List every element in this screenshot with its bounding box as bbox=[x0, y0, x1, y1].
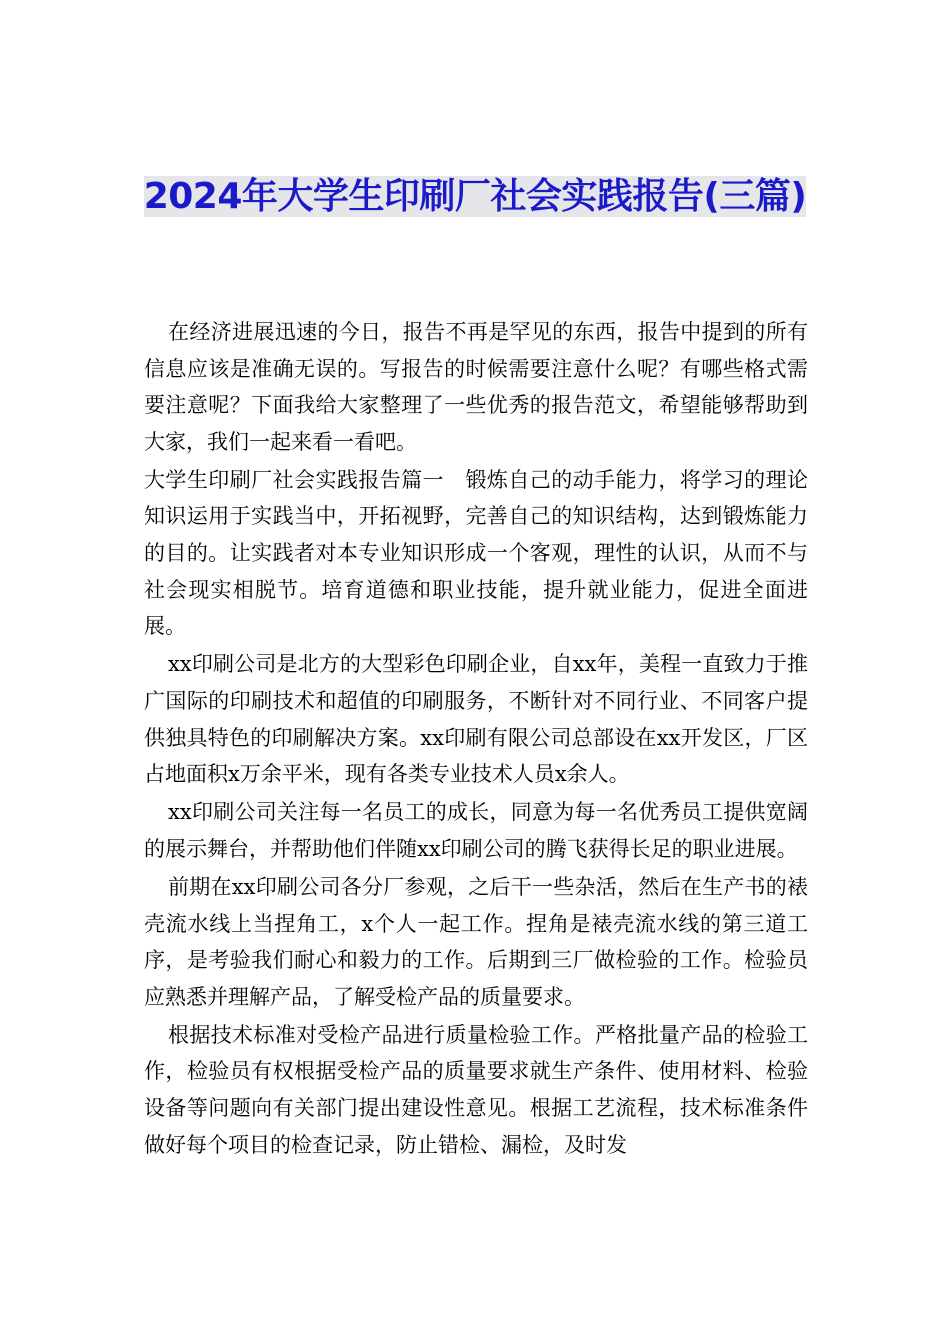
document-title: 2024年大学生印刷厂社会实践报告(三篇) bbox=[143, 176, 807, 217]
paragraph: xx印刷公司关注每一名员工的成长，同意为每一名优秀员工提供宽阔的展示舞台，并帮助他们伴随xx印刷公司的腾飞获得长足的职业进展。 bbox=[144, 800, 808, 861]
title-block bbox=[140, 172, 810, 222]
paragraph: 前期在xx印刷公司各分厂参观，之后干一些杂活，然后在生产书的裱壳流水线上当捏角工，x个人一起工作。捏角是裱壳流水线的第三道工序，是考验我们耐心和毅力的工作。后期到三厂做检验的工作。检验员应熟悉并理解产品，了解受检产品的质量要求。 bbox=[144, 874, 808, 1009]
document-body bbox=[144, 314, 808, 1165]
paragraph: 根据技术标准对受检产品进行质量检验工作。严格批量产品的检验工作，检验员有权根据受检产品的质量要求就生产条件、使用材料、检验设备等问题向有关部门提出建设性意见。根据工艺流程，技术标准条件做好每个项目的检查记录，防止错检、漏检，及时发 bbox=[144, 1022, 808, 1157]
paragraph: 大学生印刷厂社会实践报告篇一 锻炼自己的动手能力，将学习的理论知识运用于实践当中，开拓视野，完善自己的知识结构，达到锻炼能力的目的。让实践者对本专业知识形成一个客观，理性的认识，从而不与社会现实相脱节。培育道德和职业技能，提升就业能力，促进全面进展。 bbox=[144, 467, 808, 639]
paragraph: xx印刷公司是北方的大型彩色印刷企业，自xx年，美程一直致力于推广国际的印刷技术和超值的印刷服务，不断针对不同行业、不同客户提供独具特色的印刷解决方案。xx印刷有限公司总部设在xx开发区，厂区占地面积x万余平米，现有各类专业技术人员x余人。 bbox=[144, 652, 808, 787]
paragraph: 在经济进展迅速的今日，报告不再是罕见的东西，报告中提到的所有信息应该是准确无误的。写报告的时候需要注意什么呢？有哪些格式需要注意呢？下面我给大家整理了一些优秀的报告范文，希望能够帮助到大家，我们一起来看一看吧。 bbox=[144, 320, 808, 454]
